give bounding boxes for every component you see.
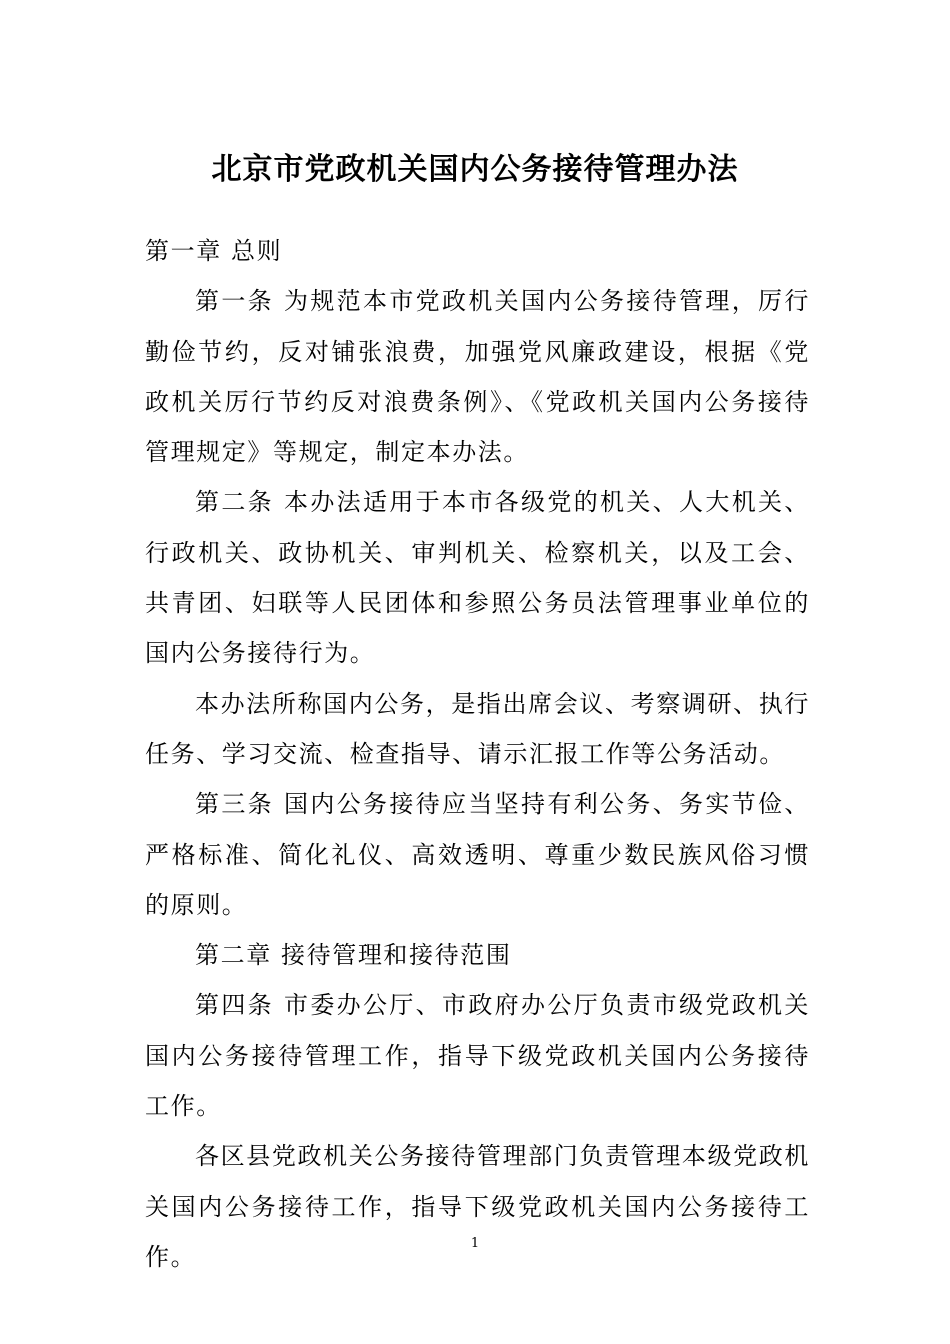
article-paragraph: 第二条 本办法适用于本市各级党的机关、人大机关、行政机关、政协机关、审判机关、检察机关，以及工会、共青团、妇联等人民团体和参照公务员法管理事业单位的国内公务接待行为。 xyxy=(145,488,810,668)
page-number: 1 xyxy=(470,1236,480,1251)
article-paragraph: 各区县党政机关公务接待管理部门负责管理本级党政机关国内公务接待工作，指导下级党政机关国内公务接待工作。 xyxy=(145,1142,810,1271)
document-body xyxy=(145,226,810,1282)
article-paragraph: 第三条 国内公务接待应当坚持有利公务、务实节俭、严格标准、简化礼仪、高效透明、尊重少数民族风俗习惯的原则。 xyxy=(145,790,810,919)
article-paragraph: 本办法所称国内公务，是指出席会议、考察调研、执行任务、学习交流、检查指导、请示汇报工作等公务活动。 xyxy=(145,689,810,768)
document-title: 北京市党政机关国内公务接待管理办法 xyxy=(211,152,739,188)
chapter-heading: 第一章 总则 xyxy=(145,237,283,265)
chapter-heading: 第二章 接待管理和接待范围 xyxy=(195,941,512,970)
article-paragraph: 第一条 为规范本市党政机关国内公务接待管理，厉行勤俭节约，反对铺张浪费，加强党风廉政建设，根据《党政机关厉行节约反对浪费条例》、《党政机关国内公务接待管理规定》等规定，制定本办法。 xyxy=(145,287,810,467)
article-paragraph: 第四条 市委办公厅、市政府办公厅负责市级党政机关国内公务接待管理工作，指导下级党政机关国内公务接待工作。 xyxy=(145,991,810,1121)
